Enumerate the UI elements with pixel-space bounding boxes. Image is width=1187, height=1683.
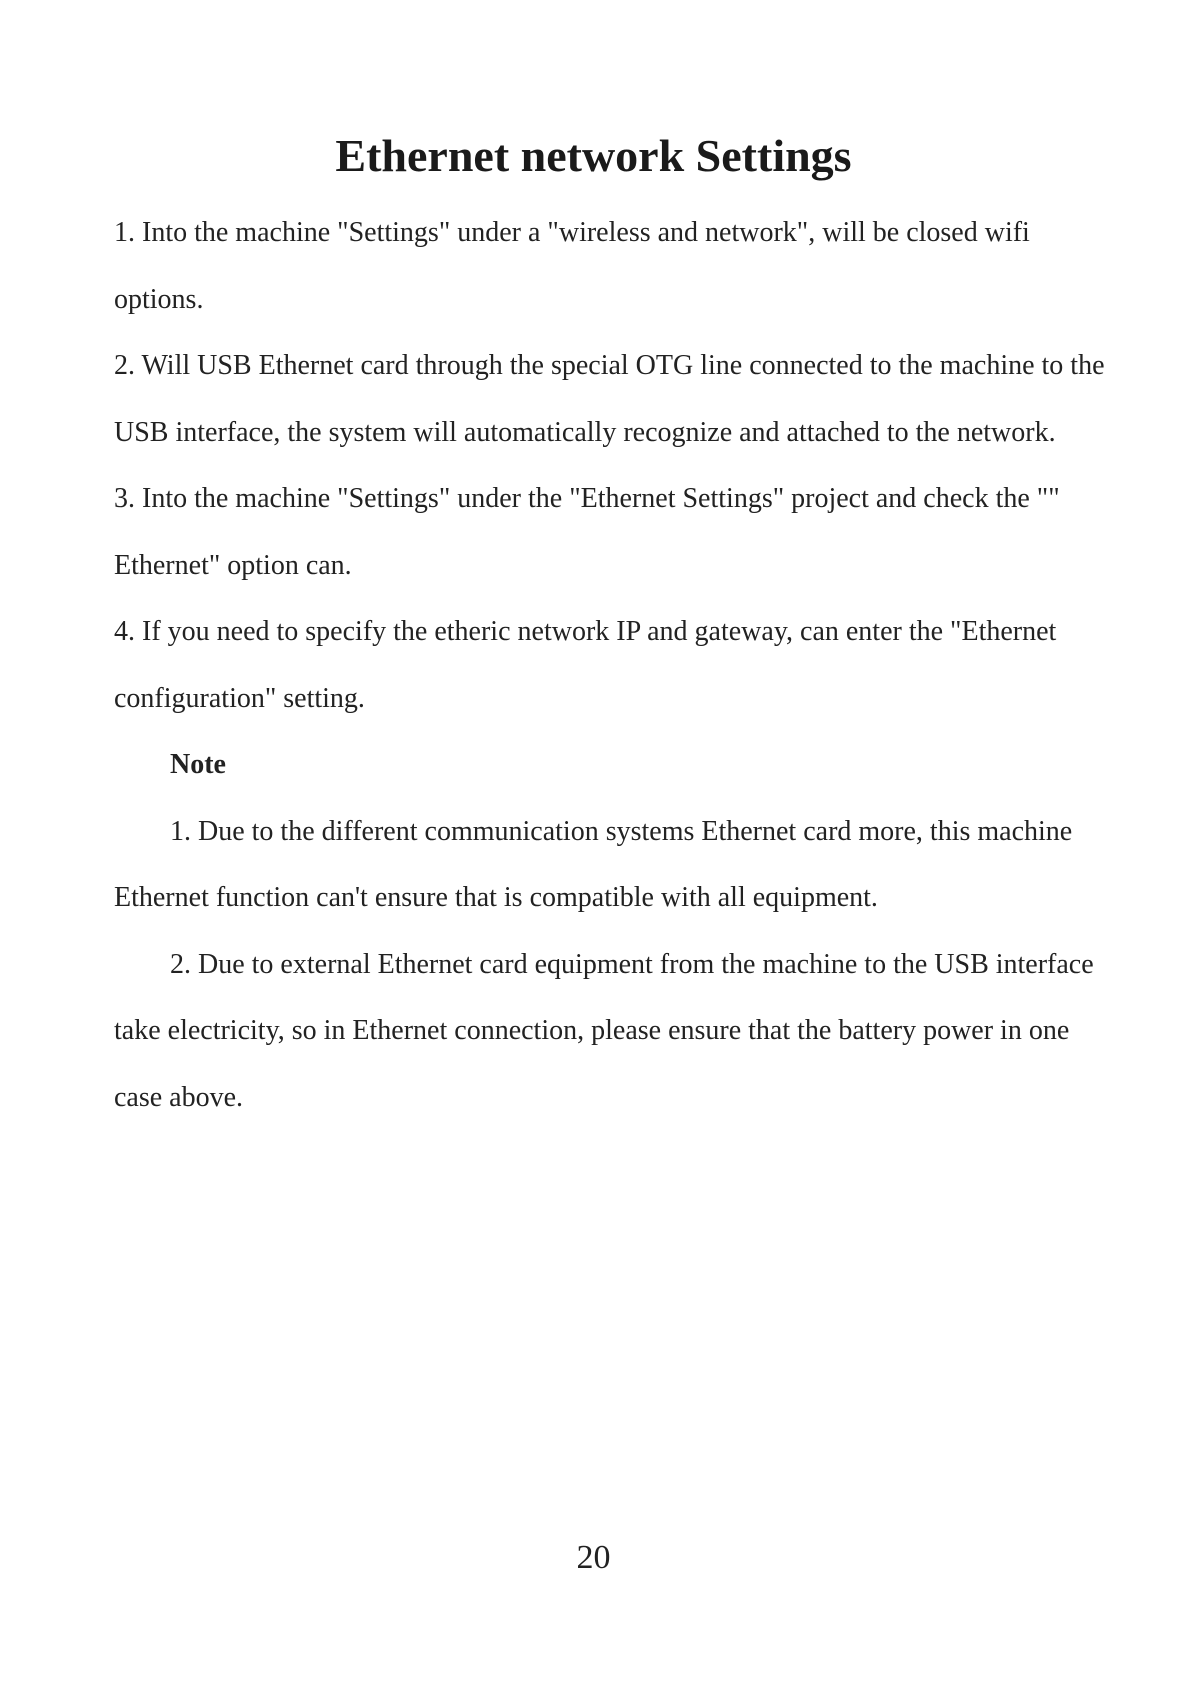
step-3: 3. Into the machine "Settings" under the "Ethernet Settings" project and check the "" Ethernet" option can. bbox=[114, 483, 1060, 581]
step-2: 2. Will USB Ethernet card through the special OTG line connected to the machine to the USB interface, the system will automatically recognize and attached to the network. bbox=[114, 350, 1105, 448]
document-body bbox=[114, 200, 1114, 1131]
note-item-2: 2. Due to external Ethernet card equipment from the machine to the USB interface take electricity, so in Ethernet connection, please ensure that the battery power in one case above. bbox=[114, 948, 1094, 1113]
step-4: 4. If you need to specify the etheric network IP and gateway, can enter the "Ethernet configuration" setting. bbox=[114, 616, 1057, 714]
step-1: 1. Into the machine "Settings" under a "wireless and network", will be closed wifi options. bbox=[114, 217, 1030, 315]
page-title: Ethernet network Settings bbox=[335, 130, 852, 181]
note-heading: Note bbox=[170, 749, 226, 780]
page-number: 20 bbox=[576, 1539, 611, 1576]
note-item-1: 1. Due to the different communication systems Ethernet card more, this machine Ethernet function can't ensure that is compatible with all equipment. bbox=[114, 815, 1073, 913]
